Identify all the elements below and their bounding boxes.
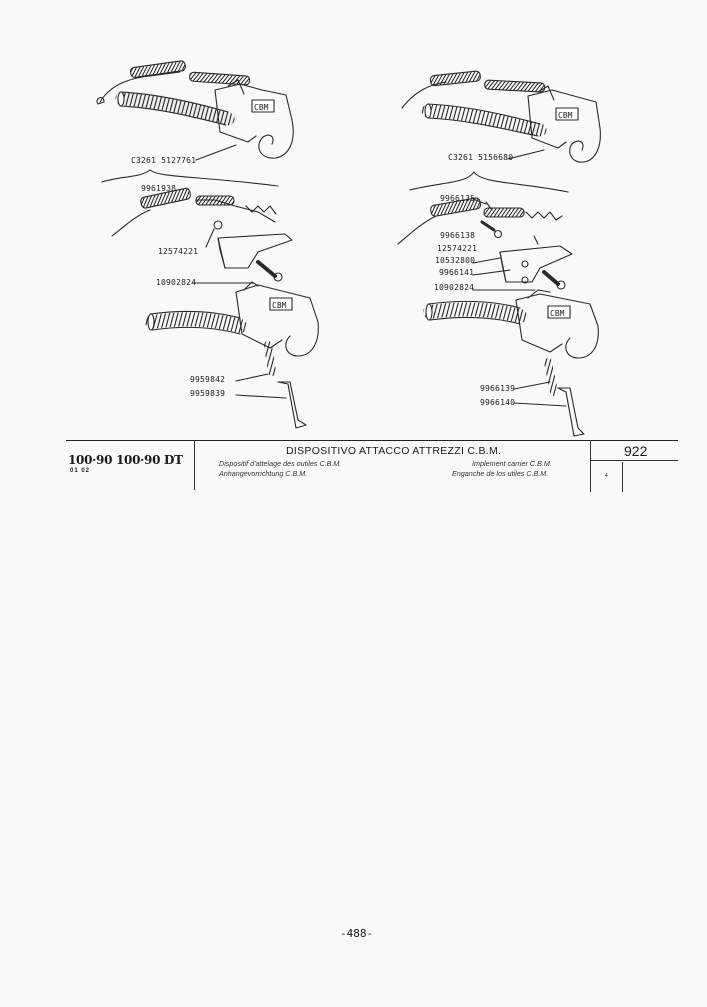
svg-text:CBM: CBM: [254, 103, 269, 112]
part-9961938: 9961938: [141, 184, 177, 193]
part-10532800: 10532800: [435, 256, 476, 265]
model-designation: 100·90 100·90 DT: [68, 453, 183, 467]
part-12574221-right: 12574221: [437, 244, 478, 253]
right-top-hook-assembly: [402, 71, 600, 192]
diagram-drawing: [0, 0, 707, 440]
svg-text:CBM: CBM: [558, 111, 573, 120]
part-9966141: 9966141: [439, 268, 475, 277]
part-12574221-left: 12574221: [158, 247, 199, 256]
part-9966140: 9966140: [480, 398, 516, 407]
part-9966138: 9966138: [440, 231, 476, 240]
title-block-divider-right: [590, 440, 591, 492]
part-9966139: 9966139: [480, 384, 516, 393]
title-block-divider-left: [194, 440, 195, 490]
page-title: DISPOSITIVO ATTACCO ATTREZZI C.B.M.: [286, 445, 502, 457]
left-top-callout: C3261 5127761: [131, 156, 197, 165]
title-block: [66, 438, 678, 494]
subtitle-fr: Dispositif d'attelage des outiles C.B.M.: [219, 459, 342, 468]
title-block-top-rule: [66, 440, 678, 441]
svg-text:CBM: CBM: [272, 301, 287, 310]
part-9959842: 9959842: [190, 375, 226, 384]
subtitle-en: Implement carrier C.B.M.: [472, 459, 552, 468]
part-9966135: 9966135: [440, 194, 476, 203]
exploded-diagram: [0, 0, 707, 440]
title-block-divider-small: [622, 462, 623, 492]
right-top-callout: C3261 5156680: [448, 153, 514, 162]
edition-date: 01 02: [70, 468, 91, 474]
page-number: -488-: [340, 927, 374, 940]
part-10902824-left: 10902824: [156, 278, 197, 287]
part-9959839: 9959839: [190, 389, 226, 398]
subtitle-es: Enganche de los utiles C.B.M.: [452, 469, 549, 478]
subtitle-de: Anhangevorrichtung C.B.M.: [219, 469, 308, 478]
svg-text:CBM: CBM: [550, 309, 565, 318]
part-10902824-right: 10902824: [434, 283, 475, 292]
left-top-hook-assembly: [97, 60, 293, 186]
corner-mark: 4: [605, 473, 608, 479]
title-block-mid-rule: [590, 460, 678, 461]
sheet-number: 922: [624, 443, 648, 459]
